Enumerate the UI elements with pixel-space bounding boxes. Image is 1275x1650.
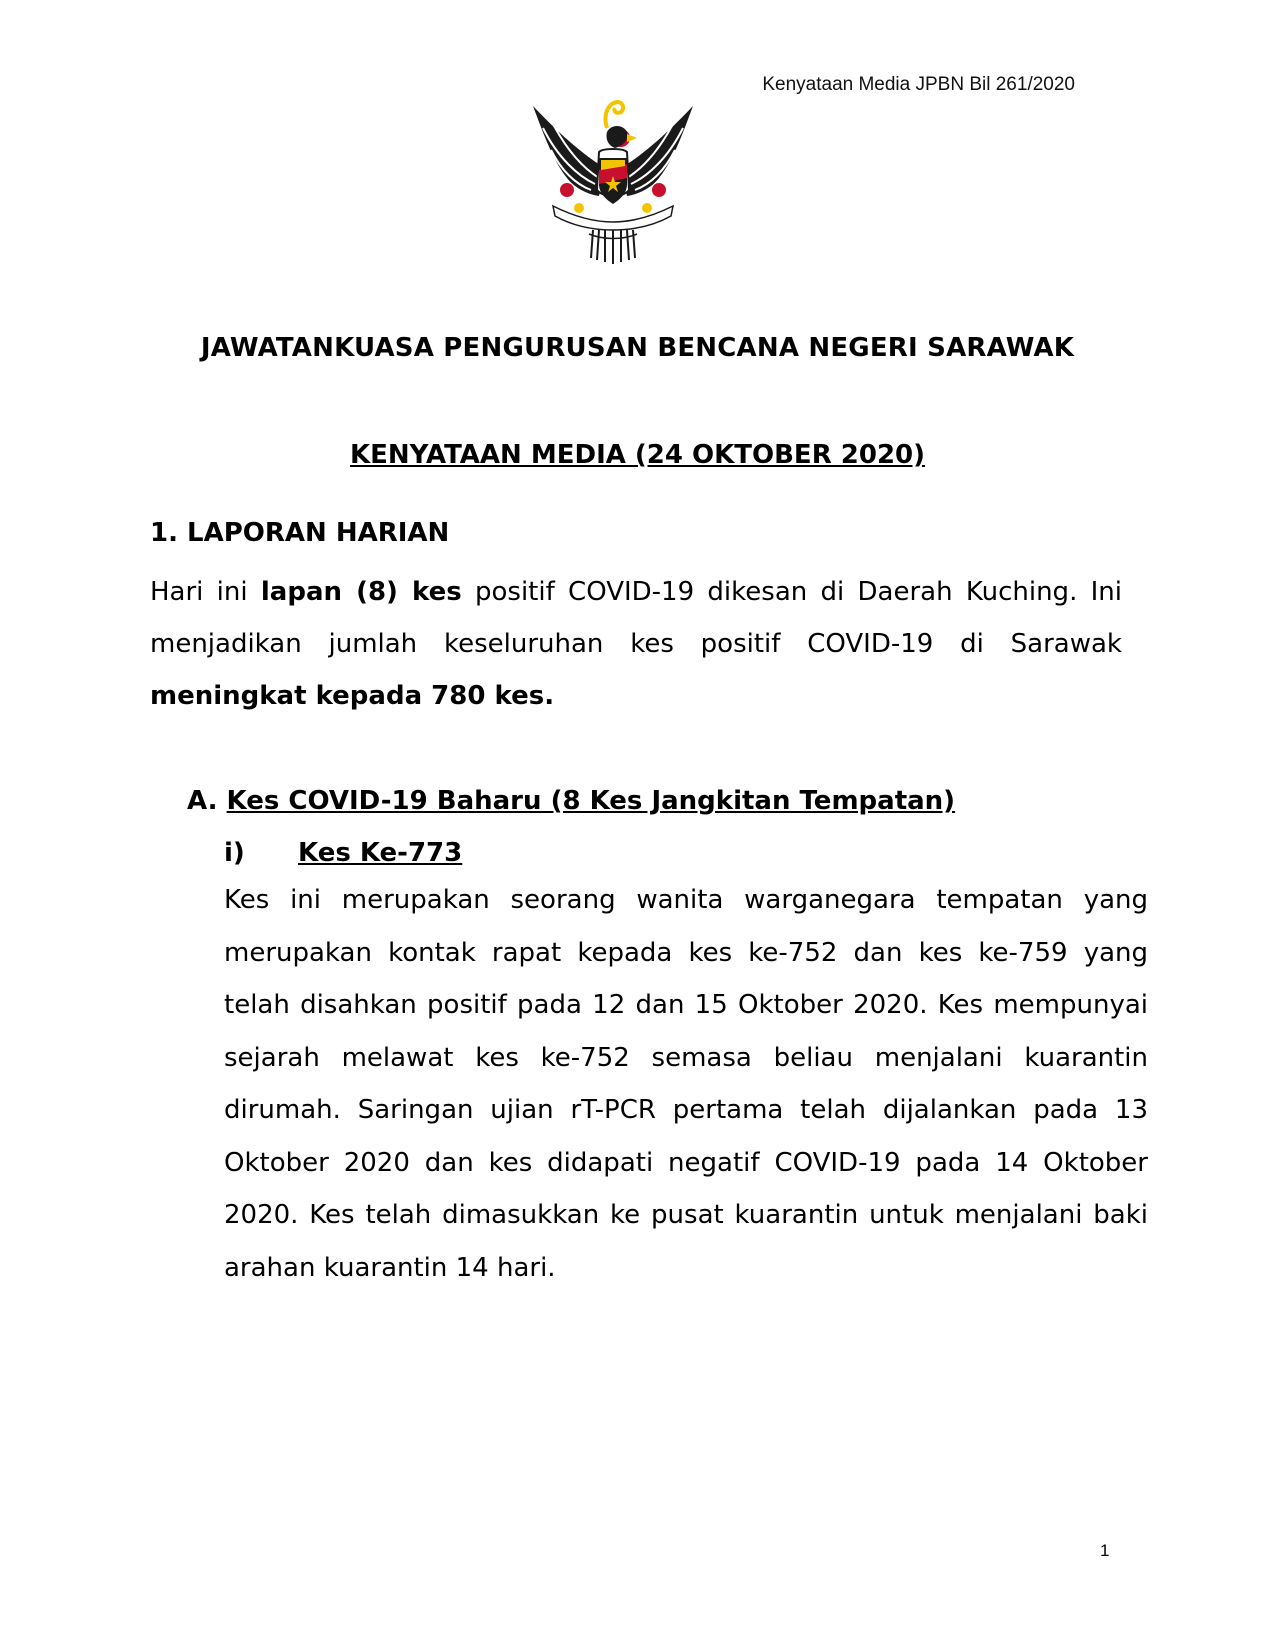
case-description: Kes ini merupakan seorang wanita warganegara tempatan yang merupakan kontak rapat kepada kes ke-752 dan kes ke-759 yang telah disahkan positif pada 12 dan 15 Oktober 2020. Kes mempunyai sejarah melawat kes ke-752 semasa beliau menjalani kuarantin dirumah. Saringan ujian rT-PCR pertama telah dijalankan pada 13 Oktober 2020 dan kes didapati negatif COVID-19 pada 14 Oktober 2020. Kes telah dimasukkan ke pusat kuarantin untuk menjalani baki arahan kuarantin 14 hari. [224,885,1148,1283]
case-heading [224,838,462,868]
daily-report-paragraph [150,566,1122,722]
subsection-title: Kes COVID-19 Baharu (8 Kes Jangkitan Tempatan) [226,786,956,816]
organization-title: JAWATANKUASA PENGURUSAN BENCANA NEGERI SARAWAK [200,333,1075,363]
page-number: 1 [1100,1541,1110,1560]
subsection-label: A. [187,786,227,816]
subsection-heading-new-cases [187,786,955,816]
case-number: i) [224,838,245,868]
paragraph-bold-count: lapan (8) kes [260,577,462,607]
sarawak-coat-of-arms-icon [533,98,693,268]
paragraph-bold-total: meningkat kepada 780 kes. [150,681,555,711]
paragraph-text: positif COVID-19 dikesan di Daerah Kuching. Ini menjadikan jumlah keseluruhan kes positif COVID-19 di Sarawak [150,577,1122,659]
document-reference: Kenyataan Media JPBN Bil 261/2020 [762,74,1075,95]
section-heading-daily-report: 1. LAPORAN HARIAN [150,518,450,548]
paragraph-text: Hari ini [150,577,261,607]
statement-title: KENYATAAN MEDIA (24 OKTOBER 2020) [349,440,926,470]
case-title: Kes Ke-773 [298,838,463,868]
